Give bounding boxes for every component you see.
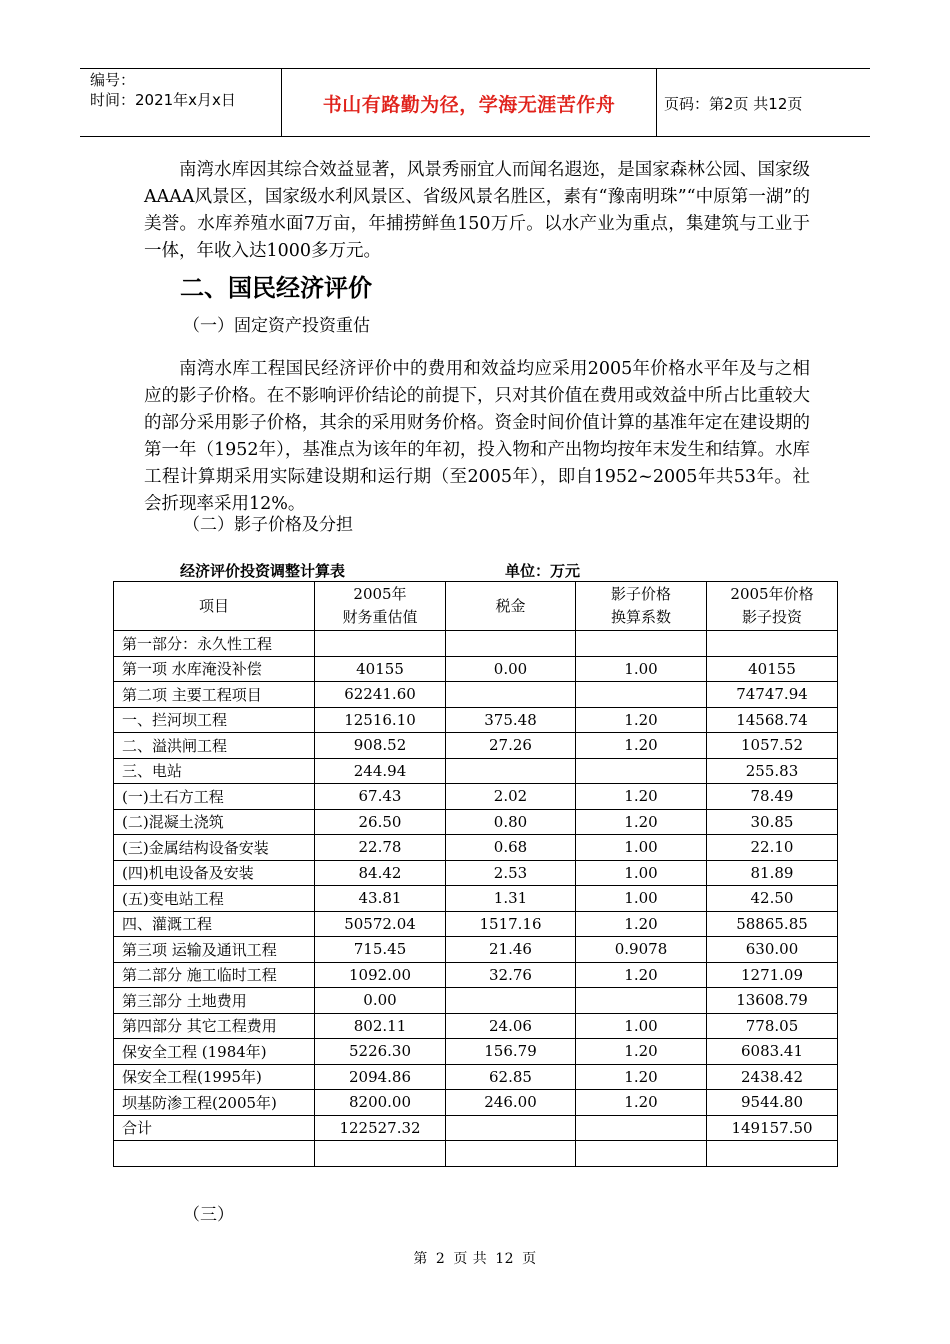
cell-tax <box>446 1115 576 1141</box>
table-body <box>114 631 838 1167</box>
table-row <box>114 656 838 682</box>
cell-coefficient: 1.20 <box>576 962 707 988</box>
subsection-heading-1: （一）固定资产投资重估 <box>183 316 370 336</box>
table-row <box>114 860 838 886</box>
cell-financial-value: 8200.00 <box>315 1090 446 1116</box>
table-title: 经济评价投资调整计算表 <box>180 562 346 580</box>
table-row <box>114 937 838 963</box>
cell-shadow-investment <box>707 1141 838 1167</box>
cell-tax: 246.00 <box>446 1090 576 1116</box>
cell-shadow-investment: 81.89 <box>707 860 838 886</box>
cell-coefficient: 1.00 <box>576 656 707 682</box>
cell-item <box>114 1141 315 1167</box>
column-header-shadow-coefficient: 影子价格 换算系数 <box>576 582 707 631</box>
cell-coefficient <box>576 988 707 1014</box>
cell-tax: 0.68 <box>446 835 576 861</box>
table-row <box>114 682 838 708</box>
cell-tax: 24.06 <box>446 1013 576 1039</box>
investment-adjustment-table <box>113 581 838 1167</box>
cell-item: 坝基防渗工程(2005年) <box>114 1090 315 1116</box>
cell-item: 第三项 运输及通讯工程 <box>114 937 315 963</box>
table-row <box>114 1141 838 1167</box>
table-row <box>114 1115 838 1141</box>
footer-prefix: 第 <box>413 1251 428 1267</box>
cell-financial-value: 0.00 <box>315 988 446 1014</box>
cell-coefficient: 1.00 <box>576 886 707 912</box>
cell-coefficient <box>576 758 707 784</box>
table-row <box>114 1039 838 1065</box>
cell-financial-value <box>315 1141 446 1167</box>
cell-shadow-investment: 149157.50 <box>707 1115 838 1141</box>
cell-shadow-investment: 630.00 <box>707 937 838 963</box>
column-header-item: 项目 <box>114 582 315 631</box>
cell-coefficient: 1.20 <box>576 1090 707 1116</box>
cell-coefficient: 1.20 <box>576 733 707 759</box>
footer-suffix: 页 <box>522 1251 537 1267</box>
cell-item: 保安全工程(1995年) <box>114 1064 315 1090</box>
cell-tax: 0.80 <box>446 809 576 835</box>
table-row <box>114 835 838 861</box>
cell-tax <box>446 682 576 708</box>
cell-shadow-investment: 1057.52 <box>707 733 838 759</box>
subsection-heading-3: （三） <box>183 1205 234 1225</box>
header-divider-left <box>281 68 282 136</box>
cell-item: 第一项 水库淹没补偿 <box>114 656 315 682</box>
cell-tax: 2.02 <box>446 784 576 810</box>
cell-item: 保安全工程 (1984年) <box>114 1039 315 1065</box>
cell-financial-value: 2094.86 <box>315 1064 446 1090</box>
footer-total-pages: 12 <box>495 1251 515 1267</box>
page-footer <box>0 1248 950 1268</box>
cell-financial-value: 84.42 <box>315 860 446 886</box>
cell-financial-value: 26.50 <box>315 809 446 835</box>
cell-tax <box>446 988 576 1014</box>
footer-middle: 页 共 <box>453 1251 488 1267</box>
cell-financial-value: 43.81 <box>315 886 446 912</box>
section-heading: 二、国民经济评价 <box>180 274 372 302</box>
cell-tax: 2.53 <box>446 860 576 886</box>
cell-coefficient: 1.20 <box>576 784 707 810</box>
cell-coefficient: 1.20 <box>576 1039 707 1065</box>
cell-tax: 375.48 <box>446 707 576 733</box>
table-row <box>114 631 838 657</box>
subsection-heading-2: （二）影子价格及分担 <box>183 515 353 535</box>
cell-shadow-investment: 255.83 <box>707 758 838 784</box>
cell-item: 第二部分 施工临时工程 <box>114 962 315 988</box>
cell-financial-value <box>315 631 446 657</box>
cell-item: 三、电站 <box>114 758 315 784</box>
table-row <box>114 707 838 733</box>
cell-item: 第一部分：永久性工程 <box>114 631 315 657</box>
cell-coefficient: 1.00 <box>576 860 707 886</box>
evaluation-paragraph: 南湾水库工程国民经济评价中的费用和效益均应采用2005年价格水平年及与之相应的影子价格。在不影响评价结论的前提下，只对其价值在费用或效益中所占比重较大的部分采用影子价格，其余的采用财务价格。资金时间价值计算的基准年定在建设期的第一年（1952年），基准点为该年的年初，投入物和产出物均按年末发生和结算。水库工程计算期采用实际建设期和运行期（至2005年），即自1952~2005年共53年。社会折现率采用12%。 <box>144 359 810 514</box>
cell-shadow-investment: 13608.79 <box>707 988 838 1014</box>
cell-item: 二、溢洪闸工程 <box>114 733 315 759</box>
cell-shadow-investment: 14568.74 <box>707 707 838 733</box>
cell-item: 四、灌溉工程 <box>114 911 315 937</box>
cell-tax: 0.00 <box>446 656 576 682</box>
cell-shadow-investment: 778.05 <box>707 1013 838 1039</box>
footer-page-number: 2 <box>435 1251 446 1267</box>
column-header-shadow-investment: 2005年价格 影子投资 <box>707 582 838 631</box>
cell-shadow-investment: 42.50 <box>707 886 838 912</box>
cell-financial-value: 1092.00 <box>315 962 446 988</box>
cell-coefficient <box>576 631 707 657</box>
header-bottom-rule <box>80 136 870 137</box>
header-motto: 书山有路勤为径，学海无涯苦作舟 <box>322 94 616 116</box>
cell-coefficient: 1.00 <box>576 1013 707 1039</box>
header-meta <box>90 70 275 110</box>
cell-item: (一)土石方工程 <box>114 784 315 810</box>
cell-financial-value: 244.94 <box>315 758 446 784</box>
cell-item: (三)金属结构设备安装 <box>114 835 315 861</box>
cell-coefficient: 1.20 <box>576 707 707 733</box>
cell-shadow-investment: 30.85 <box>707 809 838 835</box>
cell-financial-value: 50572.04 <box>315 911 446 937</box>
table-row <box>114 809 838 835</box>
cell-coefficient <box>576 1141 707 1167</box>
cell-coefficient: 1.20 <box>576 911 707 937</box>
table-unit: 单位：万元 <box>505 562 581 580</box>
table-header-row <box>114 582 838 631</box>
intro-paragraph: 南湾水库因其综合效益显著，风景秀丽宜人而闻名遐迩，是国家森林公园、国家级AAAA风景区，国家级水利风景区、省级风景名胜区，素有“豫南明珠”“中原第一湖”的美誉。水库养殖水面7万亩，年捕捞鲜鱼150万斤。以水产业为重点，集建筑与工业于一体，年收入达1000多万元。 <box>144 160 810 261</box>
table-row <box>114 1013 838 1039</box>
cell-shadow-investment: 1271.09 <box>707 962 838 988</box>
cell-item: 一、拦河坝工程 <box>114 707 315 733</box>
cell-shadow-investment <box>707 631 838 657</box>
cell-financial-value: 715.45 <box>315 937 446 963</box>
cell-financial-value: 122527.32 <box>315 1115 446 1141</box>
table-row <box>114 886 838 912</box>
cell-tax <box>446 758 576 784</box>
header-page-info: 页码：第2页 共12页 <box>664 95 803 113</box>
table-row <box>114 784 838 810</box>
table-row <box>114 758 838 784</box>
header-top-rule <box>80 68 870 69</box>
cell-financial-value: 908.52 <box>315 733 446 759</box>
cell-coefficient: 1.00 <box>576 835 707 861</box>
cell-tax: 32.76 <box>446 962 576 988</box>
cell-shadow-investment: 2438.42 <box>707 1064 838 1090</box>
cell-financial-value: 12516.10 <box>315 707 446 733</box>
cell-financial-value: 5226.30 <box>315 1039 446 1065</box>
cell-tax: 21.46 <box>446 937 576 963</box>
column-header-financial-value: 2005年 财务重估值 <box>315 582 446 631</box>
cell-tax: 62.85 <box>446 1064 576 1090</box>
header-divider-right <box>656 68 657 136</box>
cell-financial-value: 22.78 <box>315 835 446 861</box>
cell-item: 第四部分 其它工程费用 <box>114 1013 315 1039</box>
table-row <box>114 1090 838 1116</box>
cell-tax: 1.31 <box>446 886 576 912</box>
cell-item: (二)混凝土浇筑 <box>114 809 315 835</box>
column-header-tax: 税金 <box>446 582 576 631</box>
cell-shadow-investment: 9544.80 <box>707 1090 838 1116</box>
cell-coefficient <box>576 1115 707 1141</box>
cell-item: 第三部分 土地费用 <box>114 988 315 1014</box>
cell-coefficient: 1.20 <box>576 1064 707 1090</box>
document-number-label: 编号： <box>90 71 136 89</box>
cell-shadow-investment: 58865.85 <box>707 911 838 937</box>
cell-item: 合计 <box>114 1115 315 1141</box>
cell-tax <box>446 631 576 657</box>
cell-coefficient: 0.9078 <box>576 937 707 963</box>
table-row <box>114 1064 838 1090</box>
table-row <box>114 733 838 759</box>
cell-shadow-investment: 78.49 <box>707 784 838 810</box>
table-row <box>114 962 838 988</box>
cell-shadow-investment: 6083.41 <box>707 1039 838 1065</box>
cell-coefficient: 1.20 <box>576 809 707 835</box>
cell-financial-value: 67.43 <box>315 784 446 810</box>
cell-tax: 156.79 <box>446 1039 576 1065</box>
document-date: 时间：2021年x月x日 <box>90 91 236 109</box>
cell-financial-value: 40155 <box>315 656 446 682</box>
cell-shadow-investment: 40155 <box>707 656 838 682</box>
cell-financial-value: 62241.60 <box>315 682 446 708</box>
table-row <box>114 911 838 937</box>
cell-coefficient <box>576 682 707 708</box>
cell-tax: 1517.16 <box>446 911 576 937</box>
cell-item: (五)变电站工程 <box>114 886 315 912</box>
cell-tax <box>446 1141 576 1167</box>
table-row <box>114 988 838 1014</box>
cell-tax: 27.26 <box>446 733 576 759</box>
cell-financial-value: 802.11 <box>315 1013 446 1039</box>
cell-shadow-investment: 74747.94 <box>707 682 838 708</box>
cell-item: (四)机电设备及安装 <box>114 860 315 886</box>
cell-shadow-investment: 22.10 <box>707 835 838 861</box>
cell-item: 第二项 主要工程项目 <box>114 682 315 708</box>
